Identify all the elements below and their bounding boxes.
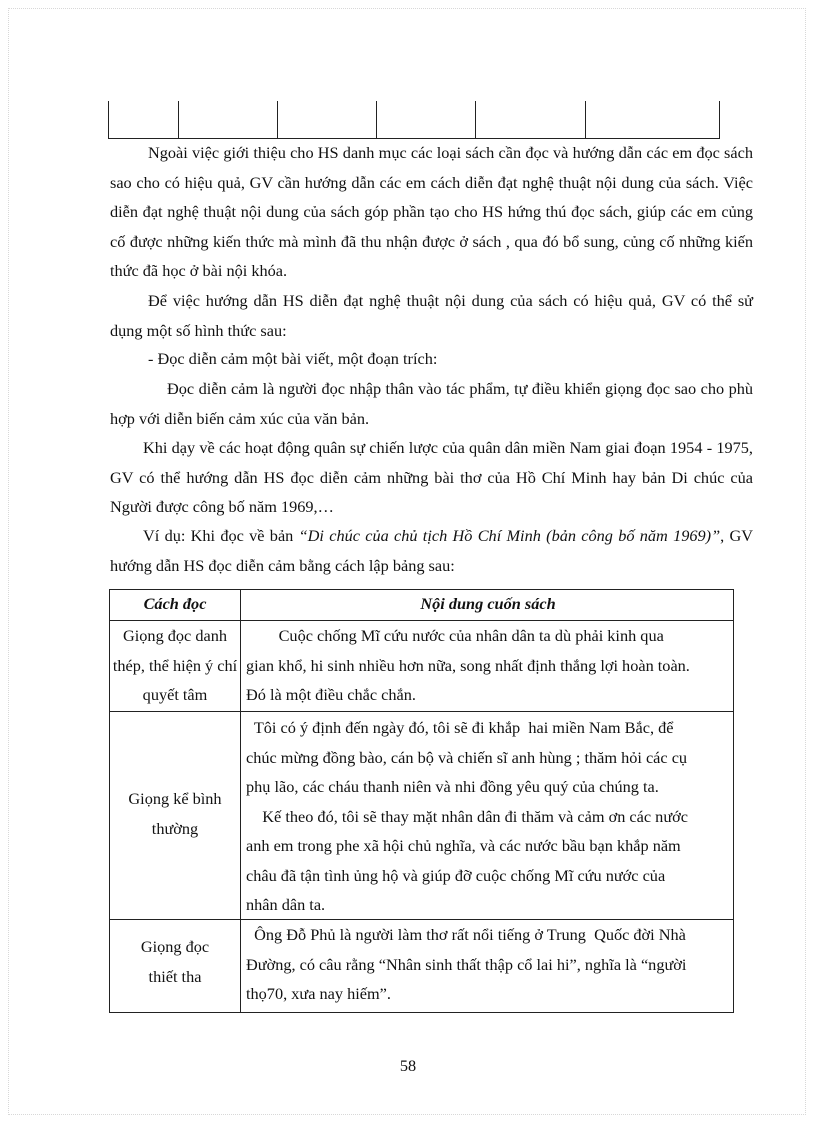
content-line: chúc mừng đồng bào, cán bộ và chiến sĩ anh hùng ; thăm hỏi các cụ [246, 747, 688, 767]
paragraph-example [110, 521, 753, 580]
previous-table-fragment [108, 101, 720, 139]
example-prefix: Ví dụ: Khi đọc về bản [143, 526, 299, 545]
content-line: thọ70, xưa nay hiếm”. [246, 984, 391, 1003]
table-cell-content [246, 713, 732, 920]
paragraph-intro: Ngoài việc giới thiệu cho HS danh mục các loại sách cần đọc và hướng dẫn các em đọc sách sao cho có hiệu quả, GV cần hướng dẫn các em cách diễn đạt nghệ thuật nội dung của sách. Việc diễn đạt nghệ thuật nội dung của sách góp phần tạo cho HS hứng thú đọc sách, giúp các em củng cố được những kiến thức mà mình đã thu nhận được ở sách , qua đó bổ sung, củng cố những kiến thức đã học ở bài nội khóa. [110, 143, 753, 280]
content-line: gian khổ, hi sinh nhiều hơn nữa, song nhất định thắng lợi hoàn toàn. [246, 655, 690, 675]
table-column-divider [240, 590, 241, 1012]
paragraph-example-context: Khi dạy về các hoạt động quân sự chiến lược của quân dân miền Nam giai đoạn 1954 - 1975, GV có thể hướng dẫn HS đọc diễn cảm những bài thơ của Hồ Chí Minh hay bản Di chúc của Người được công bố năm 1969,… [110, 438, 753, 516]
content-line: Ông Đỗ Phủ là người làm thơ rất nổi tiếng ở Trung Quốc đời Nhà [246, 925, 686, 944]
page-number: 58 [399, 1056, 417, 1075]
table-column-divider [475, 101, 476, 138]
table-cell-content [246, 920, 732, 1009]
content-line: Cuộc chống Mĩ cứu nước của nhân dân ta dù phải kinh qua [246, 626, 664, 645]
paragraph-reading-item: - Đọc diễn cảm một bài viết, một đoạn trích: [148, 349, 438, 368]
paragraph-definition: Đọc diễn cảm là người đọc nhập thân vào tác phẩm, tự điều khiển giọng đọc sao cho phù hợp với diễn biến cảm xúc của văn bản. [110, 379, 753, 428]
table-row-divider [110, 711, 733, 712]
example-title: “Di chúc của chủ tịch Hồ Chí Minh (bản công bố năm 1969)” [298, 526, 721, 545]
table-column-divider [178, 101, 179, 138]
reading-method-table [109, 589, 734, 1013]
paragraph-forms: Để việc hướng dẫn HS diễn đạt nghệ thuật nội dung của sách có hiệu quả, GV có thể sử dụng một số hình thức sau: [110, 291, 753, 340]
content-line: châu đã tận tình ủng hộ và giúp đỡ cuộc chống Mĩ cứu nước của [246, 865, 666, 885]
table-column-divider [277, 101, 278, 138]
content-line: Tôi có ý định đến ngày đó, tôi sẽ đi khắp hai miền Nam Bắc, để [246, 718, 674, 737]
content-line: Kế theo đó, tôi sẽ thay mặt nhân dân đi thăm và cảm ơn các nước [246, 806, 688, 826]
table-cell-method: Giọng kể bình thường [128, 789, 222, 838]
content-line: Đó là một điều chắc chắn. [246, 685, 416, 704]
content-line: phụ lão, các cháu thanh niên và nhi đồng yêu quý của chúng ta. [246, 777, 659, 796]
content-line: anh em trong phe xã hội chủ nghĩa, và các nước bầu bạn khắp năm [246, 836, 681, 855]
table-cell-method: Giọng đọc thiết tha [140, 937, 210, 986]
example-suffix: , GV hướng dẫn HS đọc diễn cảm bằng cách lập bảng sau: [110, 526, 754, 575]
table-header-content: Nội dung cuốn sách [420, 594, 556, 613]
content-line: Đường, có câu rằng “Nhân sinh thất thập cổ lai hi”, nghĩa là “người [246, 954, 687, 974]
table-column-divider [585, 101, 586, 138]
table-column-divider [376, 101, 377, 138]
table-cell-method: Giọng đọc danh thép, thể hiện ý chí quyết tâm [112, 626, 238, 704]
content-line: nhân dân ta. [246, 895, 326, 914]
table-header-method: Cách đọc [143, 594, 207, 613]
table-cell-content [246, 621, 732, 710]
